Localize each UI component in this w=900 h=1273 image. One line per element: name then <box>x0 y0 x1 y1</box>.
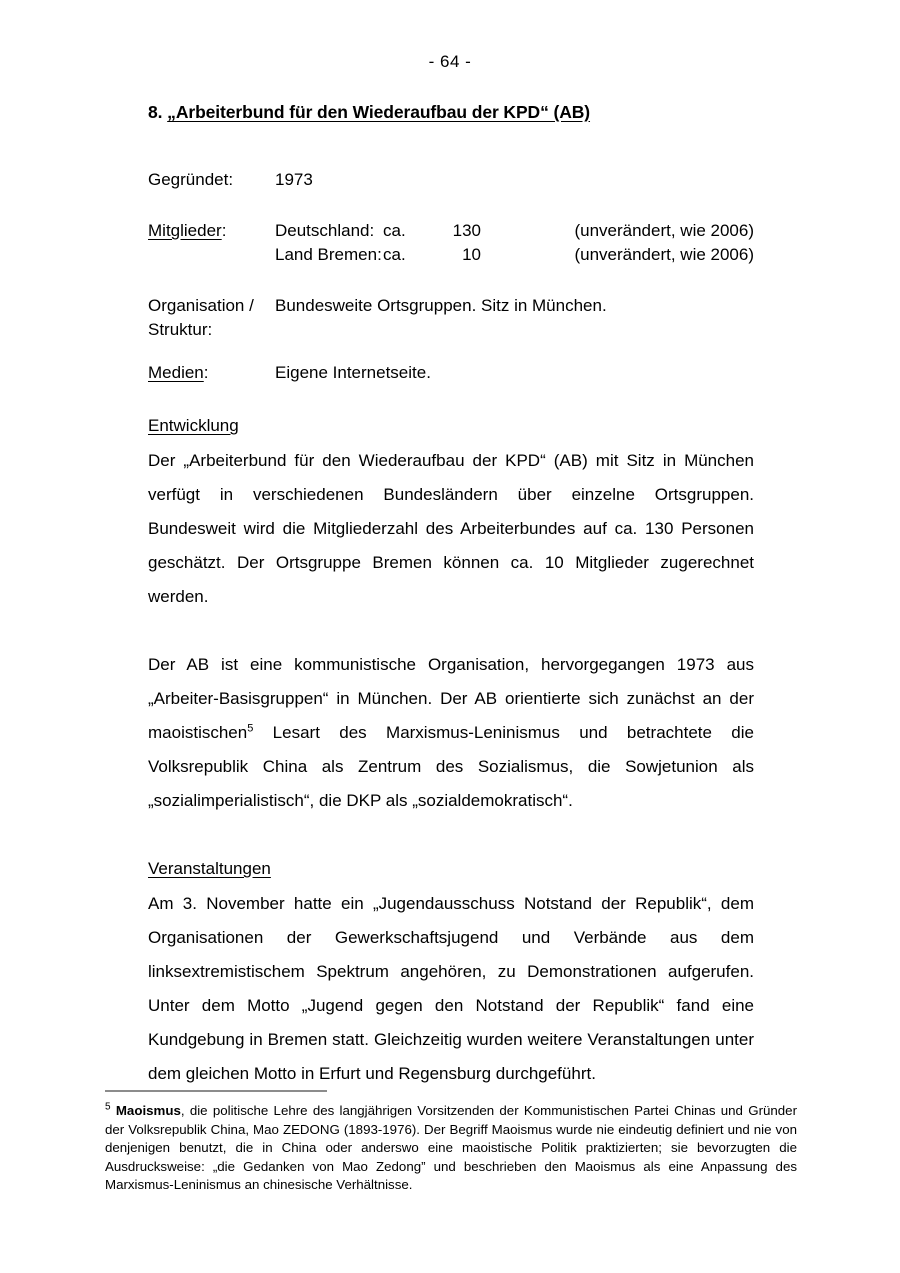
development-heading-wrap <box>148 409 754 444</box>
development-paragraph-2-part1: Der AB ist eine kommunistische Organisation, hervorgegangen 1973 aus „Arbeiter-Basisgruppen“ in München. Der AB orientierte sich zunächst an der maoistischen <box>148 655 754 742</box>
spacer <box>148 385 754 409</box>
document-content <box>148 100 754 1091</box>
members-note: (unverändert, wie 2006) <box>574 245 754 264</box>
members-country: Deutschland: <box>275 221 375 240</box>
meta-row-media <box>148 361 754 385</box>
meta-row-founded <box>148 168 754 192</box>
media-label <box>148 361 275 385</box>
footnote-text: , die politische Lehre des langjährigen Vorsitzenden der Kommunistischen Partei Chinas und Gründer der Volksrepublik China, Mao ZEDONG (1893-1976). Der Begriff Maoismus wurde nie eindeutig definiert und nie von denjenigen benutzt, die in China oder anderswo eine maoistische Politik praktizierten; sie bevorzugten die Ausdrucksweise: „die Gedanken von Mao Zedong” und beschrieben den Maoismus als eine Anpassung des Marxismus-Leninismus an chinesische Verhältnisse. <box>105 1103 797 1192</box>
organisation-value: Bundesweite Ortsgruppen. Sitz in München. <box>275 296 607 315</box>
spacer <box>148 342 754 361</box>
organisation-label <box>148 294 275 342</box>
development-heading: Entwicklung <box>148 416 239 435</box>
footnote-marker: 5 <box>105 1101 111 1113</box>
section-title-text: „Arbeiterbund für den Wiederaufbau der KPD“ (AB) <box>167 102 591 122</box>
spacer <box>148 614 754 648</box>
footnote-area <box>105 1090 797 1195</box>
members-table <box>275 219 754 267</box>
organisation-label-line1: Organisation / <box>148 296 254 315</box>
page-number: - 64 - <box>428 52 472 71</box>
events-heading-wrap <box>148 852 754 887</box>
development-paragraph-2 <box>148 648 754 818</box>
organisation-label-line2: Struktur <box>148 320 208 339</box>
footnote-5 <box>105 1102 797 1195</box>
members-label <box>148 219 275 243</box>
meta-row-organisation <box>148 294 754 342</box>
section-number: 8. <box>148 102 168 122</box>
organisation-label-colon: : <box>207 320 213 339</box>
section-heading <box>148 100 754 124</box>
development-paragraph-2-part2: Lesart des Marxismus-Leninismus und betrachtete die Volksrepublik China als Zentrum des Sozialismus, die Sowjetunion als „sozialimperialistisch“, die DKP als „sozialdemokratisch“. <box>148 723 754 810</box>
metadata-block <box>148 168 754 385</box>
footnote-term: Maoismus <box>115 1103 181 1118</box>
events-paragraph: Am 3. November hatte ein „Jugendausschuss Notstand der Republik“, dem Organisationen der Gewerkschaftsjugend und Verbände aus dem linksextremistischem Spektrum angehören, zu Demonstrationen aufgerufen. Unter dem Motto „Jugend gegen den Notstand der Republik“ fand eine Kundgebung in Bremen statt. Gleichzeitig wurden weitere Veranstaltungen unter dem gleichen Motto in Erfurt und Regensburg durchgeführt. <box>148 894 754 1083</box>
members-row <box>275 243 754 267</box>
spacer <box>148 192 754 219</box>
media-value: Eigene Internetseite. <box>275 363 431 382</box>
events-heading: Veranstaltungen <box>148 859 271 878</box>
members-row <box>275 219 754 243</box>
members-count: 130 <box>452 221 481 240</box>
development-paragraph-1: Der „Arbeiterbund für den Wiederaufbau der KPD“ (AB) mit Sitz in München verfügt in verschiedenen Bundesländern über einzelne Ortsgruppen. Bundesweit wird die Mitgliederzahl des Arbeiterbundes auf ca. 130 Personen geschätzt. Der Ortsgruppe Bremen können ca. 10 Mitglieder zugerechnet werden. <box>148 451 754 606</box>
founded-value: 1973 <box>275 170 313 189</box>
media-label-text: Medien <box>148 363 204 382</box>
spacer <box>148 267 754 294</box>
members-label-colon: : <box>221 221 227 240</box>
members-label-text: Mitglieder <box>148 221 222 240</box>
spacer <box>148 818 754 852</box>
media-label-colon: : <box>203 363 209 382</box>
members-note: (unverändert, wie 2006) <box>574 221 754 240</box>
members-approx: ca. <box>383 245 406 264</box>
footnote-reference-5[interactable]: 5 <box>247 722 254 735</box>
footnote-separator-rule <box>105 1090 327 1092</box>
founded-label: Gegründet: <box>148 170 234 189</box>
members-approx: ca. <box>383 221 406 240</box>
meta-row-members <box>148 219 754 267</box>
members-count: 10 <box>462 245 481 264</box>
members-country: Land Bremen: <box>275 245 382 264</box>
